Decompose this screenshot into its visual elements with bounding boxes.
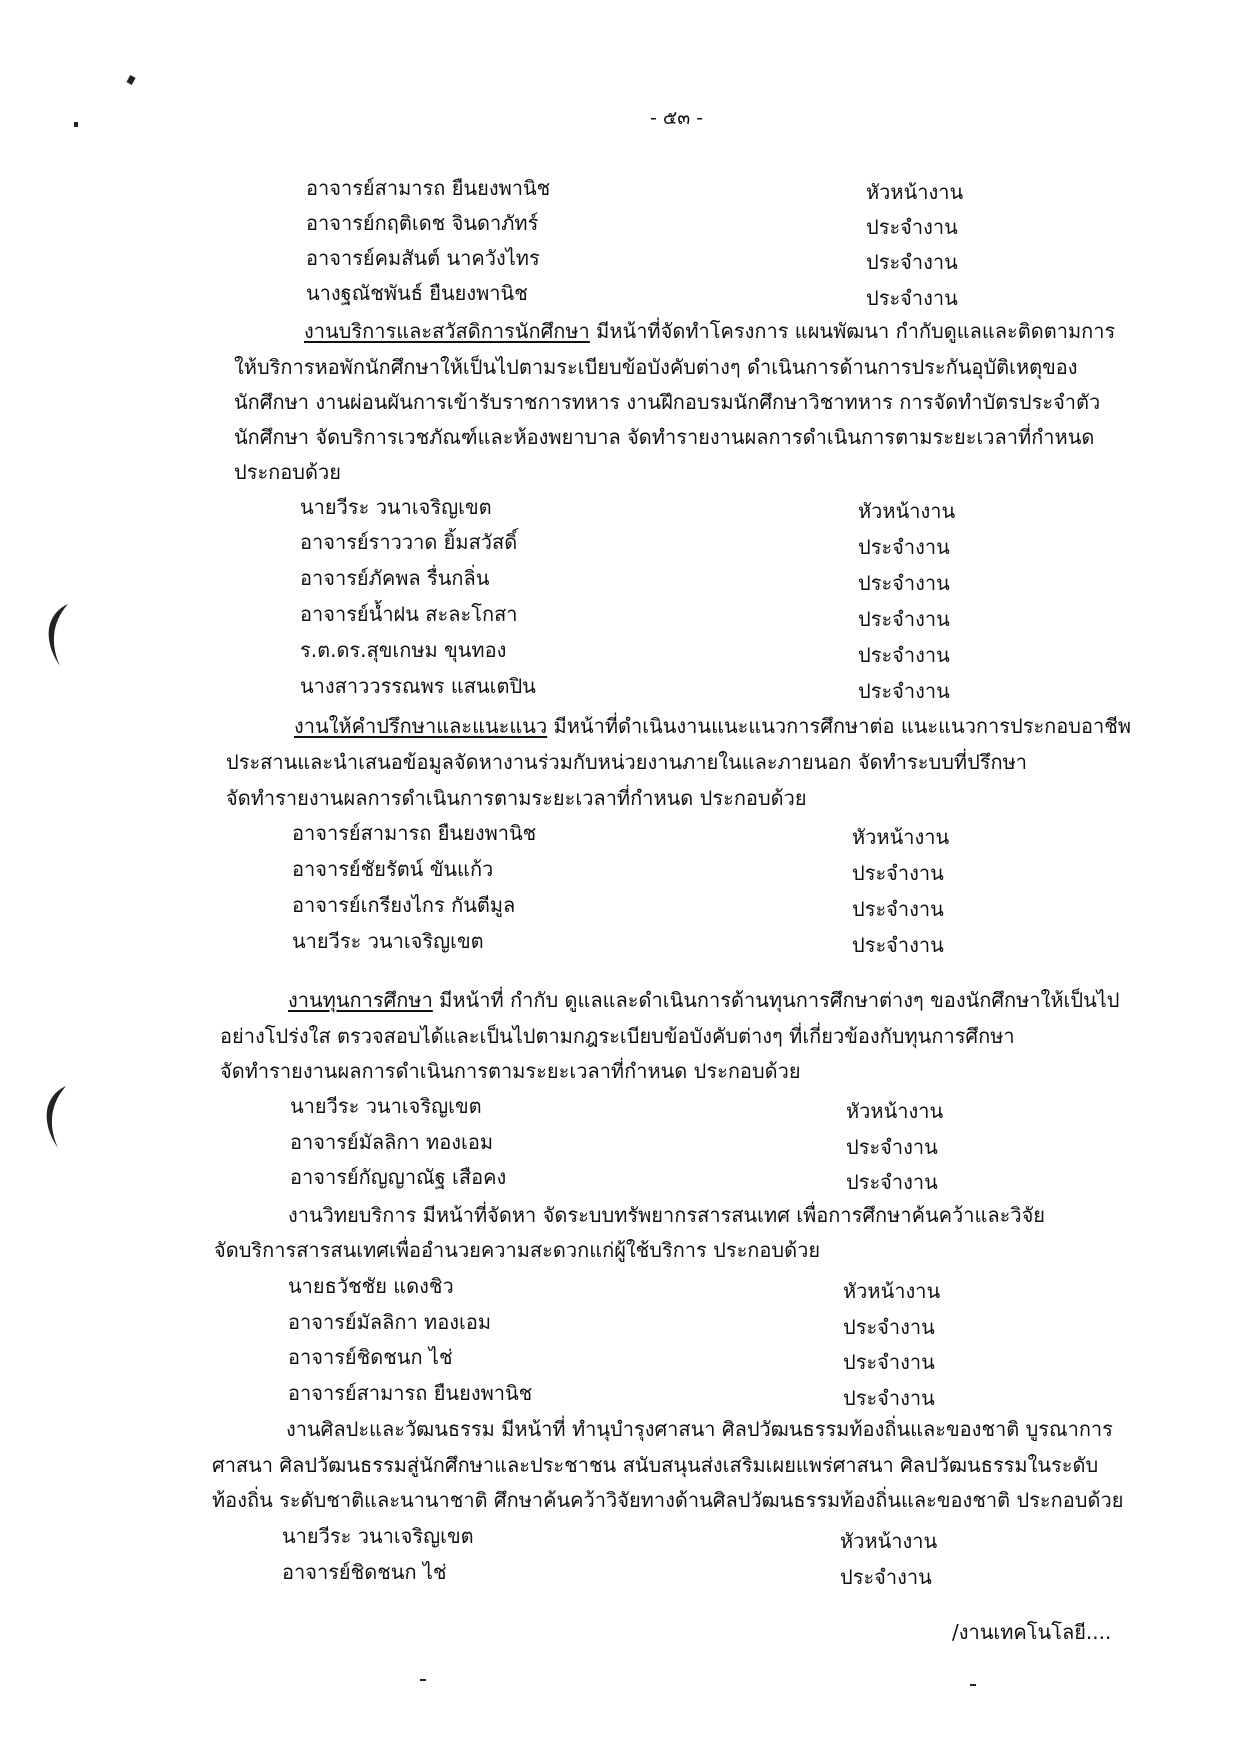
member-role: หัวหน้างาน	[846, 1099, 944, 1123]
member-role: ประจำงาน	[840, 1565, 932, 1589]
section-title: งานศิลปะและวัฒนธรรม	[286, 1417, 495, 1441]
member-role: ประจำงาน	[858, 643, 950, 667]
member-role: ประจำงาน	[852, 897, 944, 921]
member-name: อาจารย์ชัยรัตน์ ขันแก้ว	[292, 857, 494, 881]
member-role: หัวหน้างาน	[843, 1279, 941, 1303]
member-role: หัวหน้างาน	[840, 1529, 938, 1553]
member-name: อาจารย์กฤติเดช จินดาภัทร์	[306, 211, 539, 235]
member-name: นายวีระ วนาเจริญเขต	[300, 495, 492, 519]
member-name: นายวีระ วนาเจริญเขต	[292, 929, 484, 953]
member-role: ประจำงาน	[846, 1170, 938, 1194]
section-title: งานให้คำปรึกษาและแนะแนว	[294, 714, 548, 738]
member-name: อาจารย์สามารถ ยืนยงพานิช	[288, 1381, 533, 1405]
paragraph-line: ประสานและนำเสนอข้อมูลจัดหางานร่วมกับหน่วยงานภายในและภายนอก จัดทำระบบที่ปรึกษา	[226, 750, 1028, 774]
member-name: นายวีระ วนาเจริญเขต	[282, 1524, 474, 1548]
member-name: นางสาววรรณพร แสนเตปิน	[300, 674, 536, 698]
paragraph-line: จัดบริการสารสนเทศเพื่ออำนวยความสะดวกแก่ผู้ใช้บริการ ประกอบด้วย	[214, 1238, 821, 1262]
member-name: อาจารย์ภัคพล รื่นกลิ่น	[300, 566, 490, 590]
member-name: อาจารย์ชิดชนก ไช่	[282, 1560, 447, 1584]
member-role: ประจำงาน	[858, 679, 950, 703]
member-role: หัวหน้างาน	[858, 499, 956, 523]
member-role: ประจำงาน	[866, 215, 958, 239]
member-name: อาจารย์คมสันต์ นาควังไทร	[306, 246, 540, 270]
paragraph-text: มีหน้าที่ดำเนินงานแนะแนวการศึกษาต่อ แนะแนวการประกอบอาชีพ	[547, 714, 1131, 738]
paragraph-line: ศาสนา ศิลปวัฒนธรรมสู่นักศึกษาและประชาชน สนับสนุนส่งเสริมเผยแพร่ศาสนา ศิลปวัฒนธรรมในระดับ	[212, 1453, 1099, 1477]
paragraph-line: นักศึกษา งานผ่อนผันการเข้ารับราชการทหาร งานฝึกอบรมนักศึกษาวิชาทหาร การจัดทำบัตรประจำตัว	[234, 390, 1101, 414]
scan-speck	[970, 1684, 976, 1686]
member-role: ประจำงาน	[858, 535, 950, 559]
member-name: อาจารย์กัญญาณัฐ เสือคง	[290, 1165, 507, 1189]
member-name: อาจารย์ราววาด ยิ้มสวัสดิ์	[300, 530, 518, 554]
member-role: ประจำงาน	[846, 1135, 938, 1159]
member-name: อาจารย์ชิดชนก ไช่	[288, 1345, 453, 1369]
paragraph-text: มีหน้าที่ ทำนุบำรุงศาสนา ศิลปวัฒนธรรมท้องถิ่นและของชาติ บูรณาการ	[494, 1417, 1113, 1441]
member-role: หัวหน้างาน	[852, 825, 950, 849]
paragraph-line: อย่างโปร่งใส ตรวจสอบได้และเป็นไปตามกฎระเบียบข้อบังคับต่างๆ ที่เกี่ยวข้องกับทุนการศึกษา	[220, 1024, 1015, 1048]
member-name: นายวีระ วนาเจริญเขต	[290, 1094, 482, 1118]
section-title: งานวิทยบริการ	[288, 1203, 417, 1227]
paragraph-line: ให้บริการหอพักนักศึกษาให้เป็นไปตามระเบียบข้อบังคับต่างๆ ดำเนินการด้านการประกันอุบัติเหตุของ	[234, 355, 1078, 379]
page-number: - ๕๓ -	[650, 107, 704, 129]
paragraph-text: มีหน้าที่จัดหา จัดระบบทรัพยากรสารสนเทศ เพื่อการศึกษาค้นคว้าและวิจัย	[416, 1203, 1046, 1227]
paragraph-line	[294, 716, 1131, 736]
member-name: นายธวัชชัย แดงชิว	[288, 1274, 454, 1298]
member-role: หัวหน้างาน	[866, 180, 964, 204]
member-name: ร.ต.ดร.สุขเกษม ขุนทอง	[300, 638, 507, 662]
member-name: อาจารย์สามารถ ยืนยงพานิช	[292, 821, 537, 845]
paragraph-text: มีหน้าที่จัดทำโครงการ แผนพัฒนา กำกับดูแลและติดตามการ	[589, 319, 1116, 343]
paragraph-line	[304, 321, 1115, 341]
paragraph-line	[288, 990, 1120, 1010]
binder-hole-mark	[36, 1082, 70, 1152]
member-name: อาจารย์มัลลิกา ทองเอม	[288, 1310, 492, 1334]
member-role: ประจำงาน	[866, 286, 958, 310]
paragraph-line: นักศึกษา จัดบริการเวชภัณฑ์และห้องพยาบาล จัดทำรายงานผลการดำเนินการตามระยะเวลาที่กำหนด	[234, 425, 1095, 449]
paragraph-line: ท้องถิ่น ระดับชาติและนานาชาติ ศึกษาค้นคว้าวิจัยทางด้านศิลปวัฒนธรรมท้องถิ่นและของชาติ ประกอบด้วย	[212, 1488, 1124, 1512]
member-role: ประจำงาน	[843, 1386, 935, 1410]
binder-hole-mark	[38, 600, 72, 670]
paragraph-line	[286, 1419, 1113, 1439]
member-name: อาจารย์มัลลิกา ทองเอม	[290, 1130, 494, 1154]
paragraph-line: จัดทำรายงานผลการดำเนินการตามระยะเวลาที่กำหนด ประกอบด้วย	[220, 1059, 801, 1083]
member-name: อาจารย์สามารถ ยืนยงพานิช	[306, 176, 551, 200]
member-role: ประจำงาน	[858, 607, 950, 631]
member-role: ประจำงาน	[852, 861, 944, 885]
paragraph-line	[288, 1205, 1045, 1225]
scan-speck	[74, 122, 78, 127]
member-name: อาจารย์เกรียงไกร กันตีมูล	[292, 893, 516, 917]
paragraph-text: มีหน้าที่ กำกับ ดูแลและดำเนินการด้านทุนการศึกษาต่างๆ ของนักศึกษาให้เป็นไป	[432, 988, 1120, 1012]
paragraph-line: จัดทำรายงานผลการดำเนินการตามระยะเวลาที่กำหนด ประกอบด้วย	[226, 786, 807, 810]
member-role: ประจำงาน	[843, 1315, 935, 1339]
member-role: ประจำงาน	[852, 933, 944, 957]
section-title: งานทุนการศึกษา	[288, 988, 433, 1012]
scan-speck	[420, 1679, 426, 1681]
paragraph-line: ประกอบด้วย	[234, 460, 341, 484]
member-name: นางฐณัชพันธ์ ยืนยงพานิช	[306, 281, 528, 305]
scan-speck	[126, 75, 135, 85]
continuation-note: /งานเทคโนโลยี....	[952, 1620, 1112, 1644]
member-role: ประจำงาน	[843, 1350, 935, 1374]
member-name: อาจารย์น้ำฝน สะละโกสา	[300, 602, 518, 626]
member-role: ประจำงาน	[866, 250, 958, 274]
section-title: งานบริการและสวัสดิการนักศึกษา	[304, 319, 590, 343]
member-role: ประจำงาน	[858, 571, 950, 595]
